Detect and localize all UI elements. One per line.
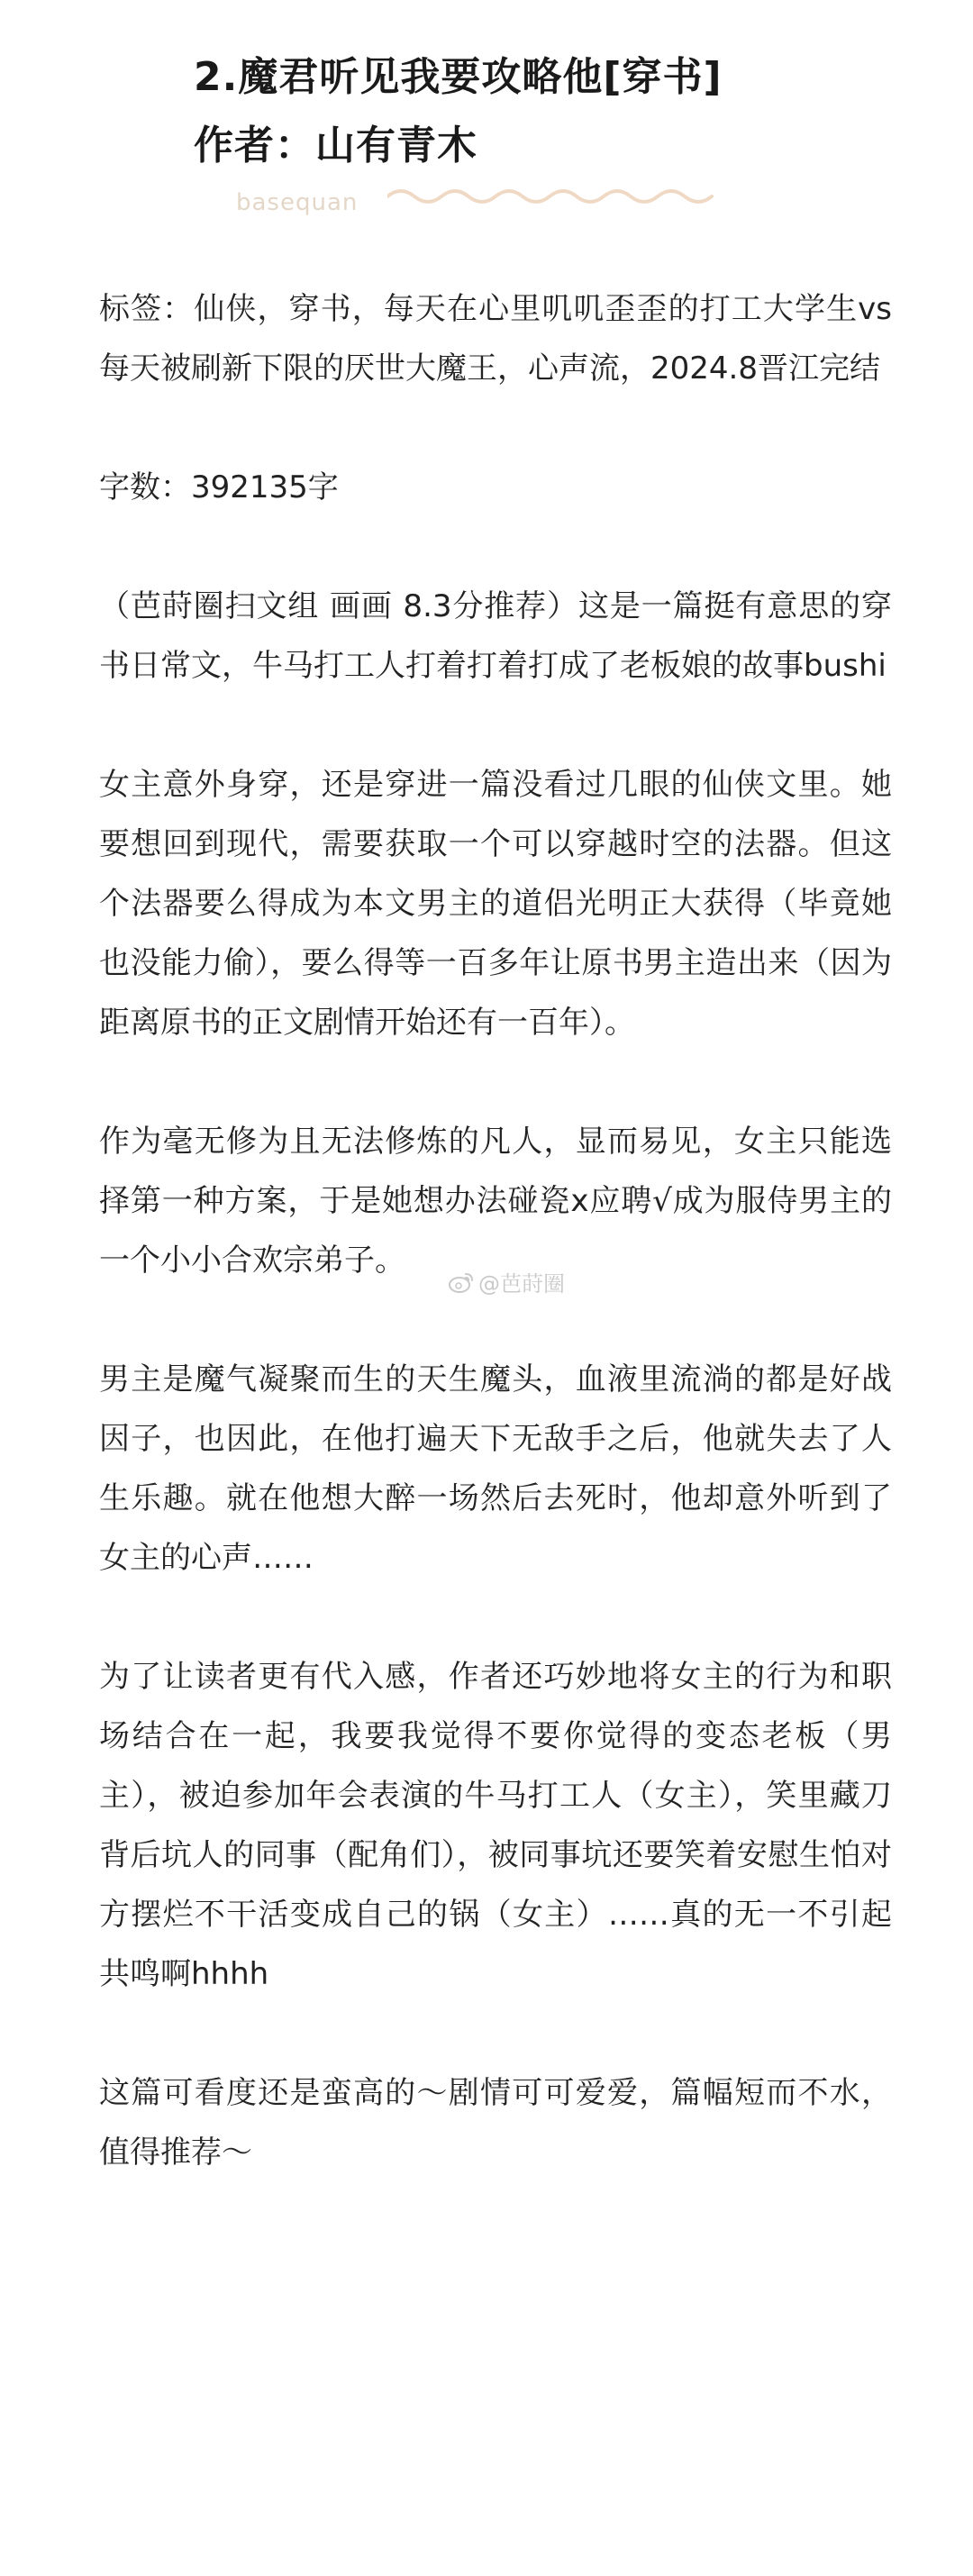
- male-lead-paragraph: 男主是魔气凝聚而生的天生魔头，血液里流淌的都是好战因子，也因此，在他打遍天下无敌手之后，他就失去了人生乐趣。就在他想大醉一场然后去死时，他却意外听到了女主的心声……: [99, 1361, 892, 1576]
- decorative-wave: [387, 185, 721, 208]
- weibo-watermark: [448, 1266, 565, 1297]
- weibo-icon: [448, 1270, 475, 1294]
- synopsis-paragraph: 女主意外身穿，还是穿进一篇没看过几眼的仙侠文里。她要想回到现代，需要获取一个可以穿越时空的法器。但这个法器要么得成为本文男主的道侣光明正大获得（毕竟她也没能力偷），要么得等一百多年让原书男主造出来（因为距离原书的正文剧情开始还有一百年）。: [99, 767, 892, 1041]
- tags-paragraph: 标签：仙侠，穿书，每天在心里叽叽歪歪的打工大学生vs每天被刷新下限的厌世大魔王，心声流，2024.8晋江完结: [99, 291, 892, 387]
- word-count-paragraph: 字数：392135字: [99, 469, 339, 505]
- plot-paragraph: 作为毫无修为且无法修炼的凡人，显而易见，女主只能选择第一种方案，于是她想办法碰瓷x应聘√成为服侍男主的一个小小合欢宗弟子。: [99, 1124, 892, 1279]
- book-title: 2.魔君听见我要攻略他[穿书]: [194, 54, 723, 100]
- recommendation-paragraph: （芭莳圈扫文组 画画 8.3分推荐）这是一篇挺有意思的穿书日常文，牛马打工人打着打着打成了老板娘的故事bushi: [99, 588, 892, 684]
- watermark-handle: @芭莳圈: [478, 1271, 565, 1297]
- brand-watermark: basequan: [236, 189, 359, 216]
- review-paragraph: 为了让读者更有代入感，作者还巧妙地将女主的行为和职场结合在一起，我要我觉得不要你觉得的变态老板（男主），被迫参加年会表演的牛马打工人（女主），笑里藏刀背后坑人的同事（配角们），被同事坑还要笑着安慰生怕对方摆烂不干活变成自己的锅（女主）……真的无一不引起共鸣啊hhhh: [99, 1659, 892, 1992]
- conclusion-paragraph: 这篇可看度还是蛮高的～剧情可可爱爱，篇幅短而不水，值得推荐～: [99, 2075, 892, 2171]
- title-block: [194, 43, 932, 180]
- book-author: 作者：山有青木: [194, 123, 477, 168]
- post-body: [99, 279, 892, 2242]
